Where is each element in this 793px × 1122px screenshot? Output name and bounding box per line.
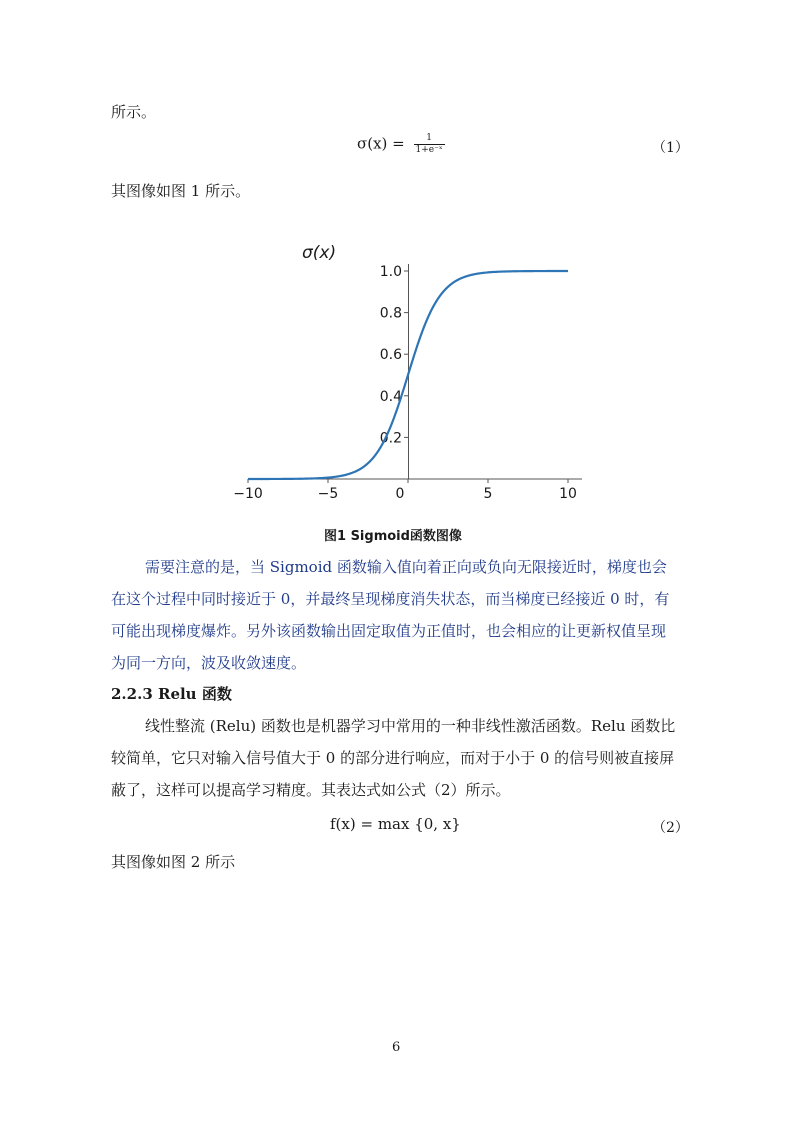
x-tick-label: 10 (559, 486, 577, 502)
equation-1-number: （1） (652, 140, 689, 156)
equation-1-fraction (414, 133, 445, 156)
figure-1-caption: 图1 Sigmoid函数图像 (324, 529, 462, 544)
equation-2: f(x) = max {0, x} (330, 815, 461, 833)
paragraph-1-line: 可能出现梯度爆炸。另外该函数输出固定取值为正值时，也会相应的让更新权值呈现 (111, 622, 667, 640)
equation-1 (357, 133, 445, 156)
y-tick-label: 0.2 (379, 430, 402, 447)
paragraph-2-line: 较简单，它只对输入信号值大于 0 的部分进行响应，而对于小于 0 的信号则被直接屏 (111, 749, 675, 767)
equation-1-denominator: 1+e⁻ˣ (415, 145, 443, 155)
chart-title: σ(x) (302, 243, 337, 263)
y-tick-label: 1.0 (379, 264, 402, 280)
section-heading: 2.2.3 Relu 函数 (111, 685, 232, 703)
x-tick-label: 0 (395, 486, 405, 502)
y-tick-label: 0.8 (379, 305, 402, 322)
page-number: 6 (392, 1040, 401, 1055)
equation-1-numerator: 1 (414, 133, 445, 145)
intro-tail: 所示。 (111, 103, 157, 121)
x-tick-label: −5 (317, 486, 339, 502)
equation-1-lhs: σ(x) = (357, 134, 405, 153)
paragraph-1-line: 需要注意的是，当 Sigmoid 函数输入值向着正向或负向无限接近时，梯度也会 (145, 558, 667, 576)
x-tick-label: 5 (483, 486, 493, 502)
y-tick-label: 0.4 (379, 388, 402, 405)
x-tick-label: −10 (233, 486, 263, 502)
figure-2-reference: 其图像如图 2 所示 (111, 853, 236, 871)
paragraph-1-line: 为同一方向，波及收敛速度。 (111, 654, 307, 672)
y-tick-label: 0.6 (379, 347, 402, 364)
paragraph-1-line: 在这个过程中同时接近于 0，并最终呈现梯度消失状态，而当梯度已经接近 0 时，有 (111, 590, 670, 608)
sigmoid-chart (230, 232, 590, 504)
figure-1-reference: 其图像如图 1 所示。 (111, 182, 251, 200)
paragraph-2-line: 蔽了，这样可以提高学习精度。其表达式如公式（2）所示。 (111, 781, 511, 799)
paragraph-2-line: 线性整流 (Relu) 函数也是机器学习中常用的一种非线性激活函数。Relu 函数比 (145, 717, 676, 735)
equation-2-number: （2） (652, 820, 689, 836)
